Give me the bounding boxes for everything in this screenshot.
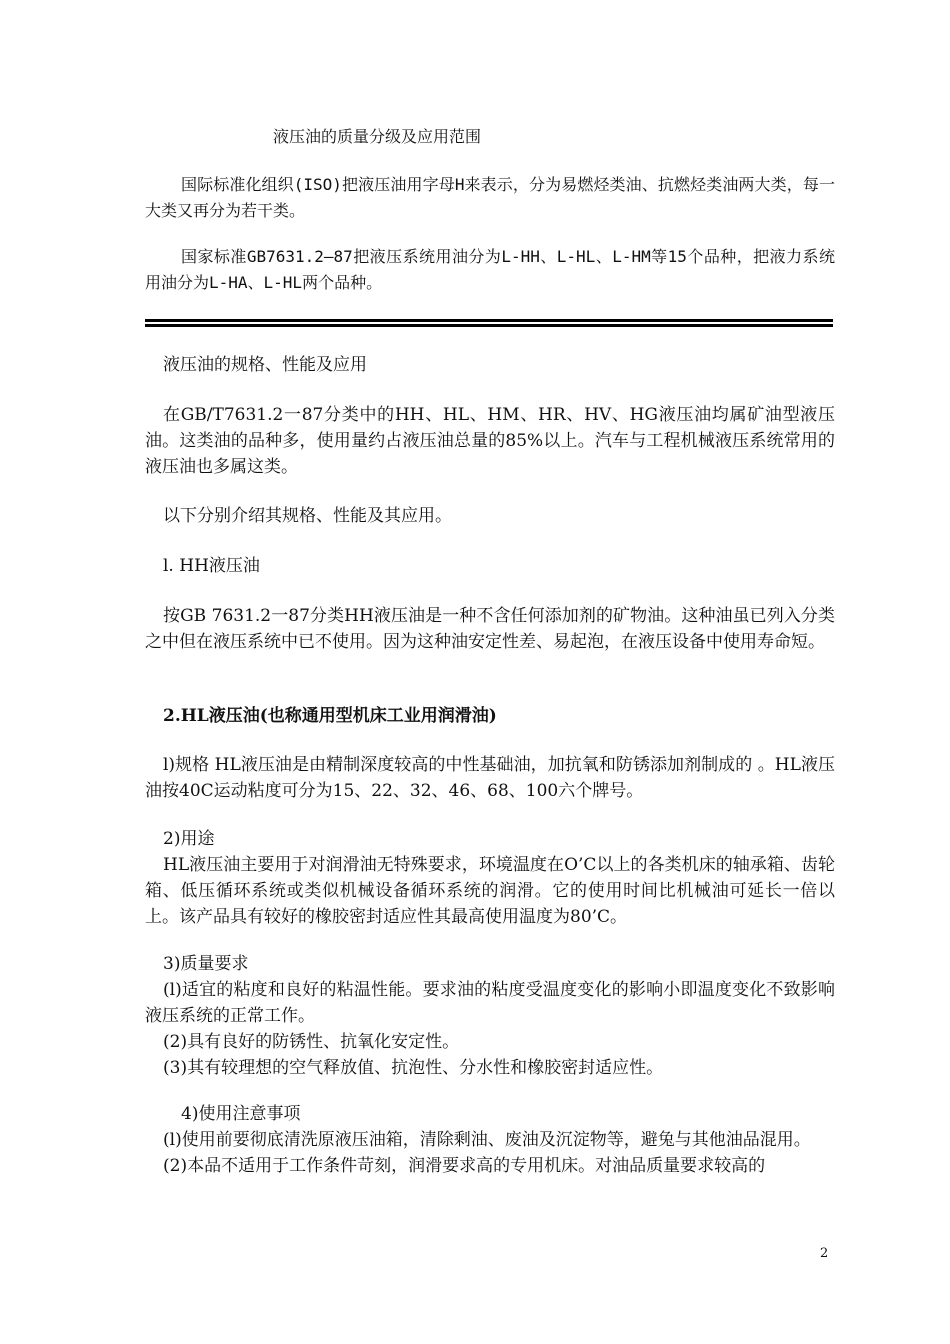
paragraph-hl-spec: l)规格 HL液压油是由精制深度较高的中性基础油，加抗氧和防锈添加剂制成的 。HL液压油按40C运动粘度可分为15、22、32、46、68、100六个牌号。 [145,755,835,801]
use-body: HL液压油主要用于对润滑油无特殊要求，环境温度在O’C以上的各类机床的轴承箱、齿轮箱、低压循环系统或类似机械设备循环系统的润滑。它的使用时间比机械油可延长一倍以上。该产品具有较好的橡胶密封适应性其最高使用温度为80’C。 [145,855,835,927]
heading-hh-text: l. HH液压油 [163,556,260,576]
paragraph-intro: 以下分别介绍其规格、性能及其应用。 [163,506,452,526]
heading-hl-text: 2.HL液压油(也称通用型机床工业用润滑油) [163,706,497,726]
section2-paragraph-2 [145,503,835,529]
double-rule-divider [145,319,833,327]
section2-paragraph-3 [145,603,835,655]
paragraph-classification: 在GB/T7631.2一87分类中的HH、HL、HM、HR、HV、HG液压油均属矿油型液压油。这类油的品种多，使用量约占液压油总量的85%以上。汽车与工程机械液压系统常用的液压油也多属这类。 [145,405,835,477]
quality-title: 3)质量要求 [163,954,249,974]
section1-paragraph-1 [145,172,835,224]
quality-item-2: (2)具有良好的防锈性、抗氧化安定性。 [163,1032,460,1052]
notes-item-2: (2)本品不适用于工作条件苛刻，润滑要求高的专用机床。对油品质量要求较高的 [163,1156,766,1176]
quality-item-3: (3)其有较理想的空气释放值、抗泡性、分水性和橡胶密封适应性。 [163,1058,664,1078]
use-block [145,826,835,930]
section2-paragraph-1 [145,402,835,480]
section1-title-block [145,124,835,150]
section2-title-block [145,352,835,378]
section2-paragraph-4 [145,752,835,804]
use-title: 2)用途 [163,829,215,849]
quality-block [145,951,835,1081]
section2-title: 液压油的规格、性能及应用 [163,355,367,375]
notes-item-1: (l)使用前要彻底清洗原液压油箱，清除剩油、废油及沉淀物等，避兔与其他油品混用。 [163,1130,811,1150]
page-number: 2 [820,1246,829,1261]
notes-block [145,1101,835,1179]
section1-paragraph-2 [145,244,835,296]
paragraph-gb: 国家标准GB7631.2—87把液压系统用油分为L-HH、L-HL、L-HM等15个品种，把液力系统用油分为L-HA、L-HL两个品种。 [145,247,835,292]
paragraph-hh: 按GB 7631.2一87分类HH液压油是一种不含任何添加剂的矿物油。这种油虽已列入分类之中但在液压系统中已不使用。因为这种油安定性差、易起泡，在液压设备中使用寿命短。 [145,606,835,652]
quality-item-1: (l)适宜的粘度和良好的粘温性能。要求油的粘度受温度变化的影响小即温度变化不致影响液压系统的正常工作。 [145,980,835,1026]
heading-hl [145,703,835,729]
paragraph-iso: 国际标准化组织(ISO)把液压油用字母H来表示，分为易燃烃类油、抗燃烃类油两大类，每一大类又再分为若干类。 [145,175,835,220]
heading-hh [145,553,835,579]
notes-title: 4)使用注意事项 [181,1104,301,1124]
section1-title: 液压油的质量分级及应用范围 [273,127,482,146]
